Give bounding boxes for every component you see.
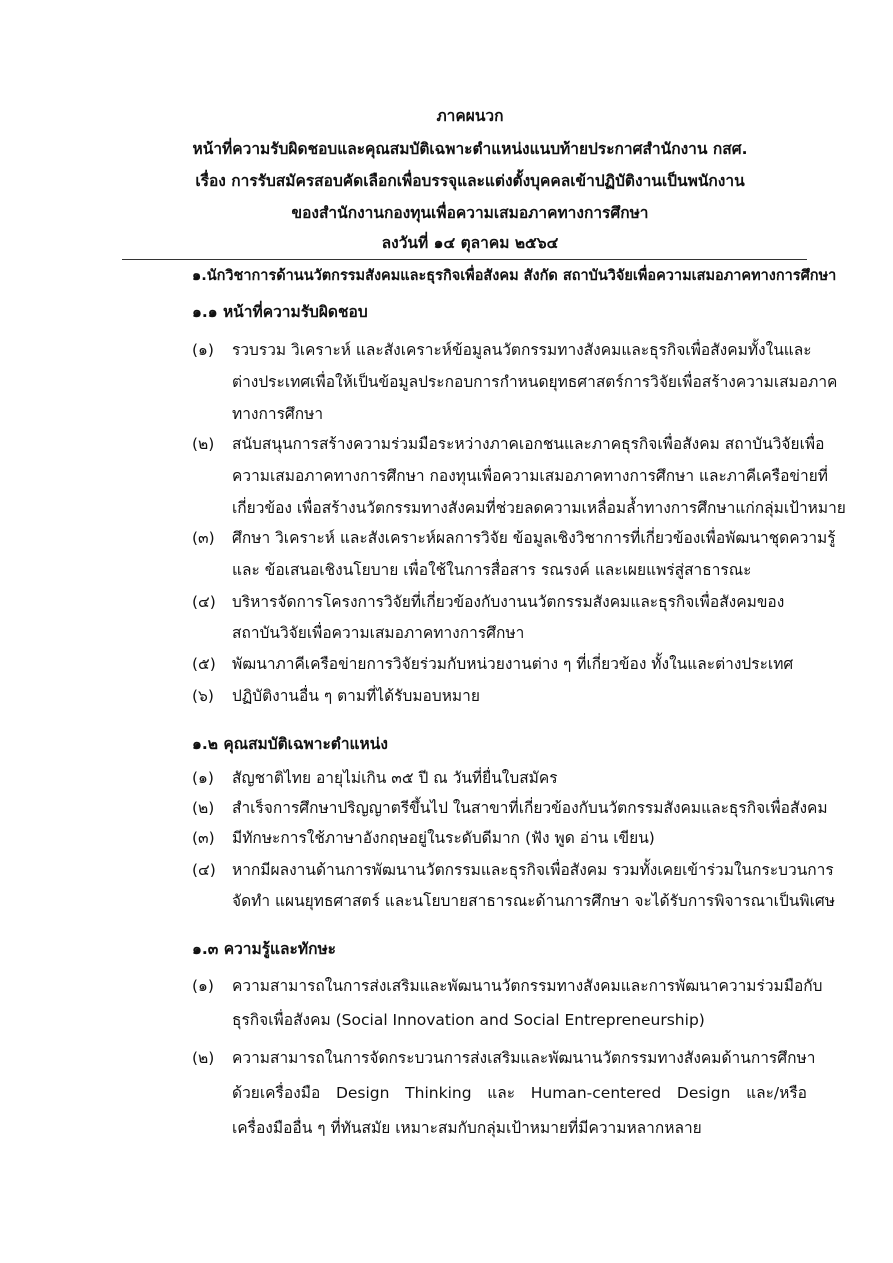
- item-text: สนับสนุนการสร้างความร่วมมือระหว่างภาคเอกชนและภาคธุรกิจเพื่อสังคม สถาบันวิจัยเพื่อ: [232, 435, 825, 453]
- section-heading-1-3: ๑.๓ ความรู้และทักษะ: [192, 940, 336, 958]
- item-text: สำเร็จการศึกษาปริญญาตรีขึ้นไป ในสาขาที่เกี่ยวข้องกับนวัตกรรมสังคมและธุรกิจเพื่อสังคม: [232, 799, 828, 817]
- item-text: ด้วยเครื่องมือ Design Thinking และ Human-centered Design และ/หรือ: [232, 1084, 807, 1102]
- header-line-2: เรื่อง การรับสมัครสอบคัดเลือกเพื่อบรรจุและแต่งตั้งบุคคลเข้าปฏิบัติงานเป็นพนักงาน: [195, 172, 745, 190]
- header-line-3: ของสำนักงานกองทุนเพื่อความเสมอภาคทางการศึกษา: [291, 204, 649, 222]
- item-number: (๑): [192, 341, 214, 359]
- header-line-1: หน้าที่ความรับผิดชอบและคุณสมบัติเฉพาะตำแหน่งแนบท้ายประกาศสำนักงาน กสศ.: [192, 140, 748, 158]
- item-number: (๕): [192, 655, 216, 673]
- section-heading-1-1: ๑.๑ หน้าที่ความรับผิดชอบ: [192, 303, 368, 321]
- item-text: บริหารจัดการโครงการวิจัยที่เกี่ยวข้องกับงานนวัตกรรมสังคมและธุรกิจเพื่อสังคมของ: [232, 593, 785, 611]
- item-text: ปฏิบัติงานอื่น ๆ ตามที่ได้รับมอบหมาย: [232, 687, 480, 705]
- item-text: เกี่ยวข้อง เพื่อสร้างนวัตกรรมทางสังคมที่ช่วยลดความเหลื่อมล้ำทางการศึกษาแก่กลุ่มเป้าหมาย: [232, 499, 846, 517]
- item-number: (๓): [192, 829, 215, 847]
- item-text: ธุรกิจเพื่อสังคม (Social Innovation and Social Entrepreneurship): [232, 1011, 705, 1029]
- item-number: (๖): [192, 687, 214, 705]
- item-number: (๑): [192, 977, 214, 995]
- item-text: สัญชาติไทย อายุไม่เกิน ๓๕ ปี ณ วันที่ยื่นใบสมัคร: [232, 769, 558, 787]
- item-text: ต่างประเทศเพื่อให้เป็นข้อมูลประกอบการกำหนดยุทธศาสตร์การวิจัยเพื่อสร้างความเสมอภาค: [232, 373, 838, 391]
- item-text: ทางการศึกษา: [232, 405, 324, 423]
- item-number: (๒): [192, 799, 215, 817]
- item-text: และ ข้อเสนอเชิงนโยบาย เพื่อใช้ในการสื่อสาร รณรงค์ และเผยแพร่สู่สาธารณะ: [232, 561, 752, 579]
- item-text: สถาบันวิจัยเพื่อความเสมอภาคทางการศึกษา: [232, 624, 525, 642]
- item-text: หากมีผลงานด้านการพัฒนานวัตกรรมและธุรกิจเพื่อสังคม รวมทั้งเคยเข้าร่วมในกระบวนการ: [232, 861, 834, 879]
- section-heading-1-2: ๑.๒ คุณสมบัติเฉพาะตำแหน่ง: [192, 735, 388, 753]
- item-text: เครื่องมืออื่น ๆ ที่ทันสมัย เหมาะสมกับกลุ่มเป้าหมายที่มีความหลากหลาย: [232, 1119, 702, 1137]
- item-text: ศึกษา วิเคราะห์ และสังเคราะห์ผลการวิจัย ข้อมูลเชิงวิชาการที่เกี่ยวข้องเพื่อพัฒนาชุดความรู้: [232, 529, 836, 547]
- item-number: (๔): [192, 861, 216, 879]
- item-text: ความสามารถในการจัดกระบวนการส่งเสริมและพัฒนานวัตกรรมทางสังคมด้านการศึกษา: [232, 1049, 816, 1067]
- item-number: (๒): [192, 1049, 215, 1067]
- item-text: พัฒนาภาคีเครือข่ายการวิจัยร่วมกับหน่วยงานต่าง ๆ ที่เกี่ยวข้อง ทั้งในและต่างประเทศ: [232, 655, 794, 673]
- item-text: รวบรวม วิเคราะห์ และสังเคราะห์ข้อมูลนวัตกรรมทางสังคมและธุรกิจเพื่อสังคมทั้งในและ: [232, 341, 812, 359]
- header-divider: [122, 259, 807, 260]
- item-number: (๓): [192, 529, 215, 547]
- item-number: (๒): [192, 435, 215, 453]
- header-date: ลงวันที่ ๑๔ ตุลาคม ๒๕๖๔: [381, 234, 559, 252]
- item-number: (๔): [192, 593, 216, 611]
- item-text: จัดทำ แผนยุทธศาสตร์ และนโยบายสาธารณะด้านการศึกษา จะได้รับการพิจารณาเป็นพิเศษ: [232, 892, 835, 910]
- item-text: ความเสมอภาคทางการศึกษา กองทุนเพื่อความเสมอภาคทางการศึกษา และภาคีเครือข่ายที่: [232, 467, 828, 485]
- item-text: มีทักษะการใช้ภาษาอังกฤษอยู่ในระดับดีมาก (ฟัง พูด อ่าน เขียน): [232, 829, 655, 847]
- item-number: (๑): [192, 769, 214, 787]
- appendix-title: ภาคผนวก: [436, 107, 504, 125]
- position-title: ๑.นักวิชาการด้านนวัตกรรมสังคมและธุรกิจเพื่อสังคม สังกัด สถาบันวิจัยเพื่อความเสมอภาคทางการศึกษา: [192, 268, 837, 284]
- item-text: ความสามารถในการส่งเสริมและพัฒนานวัตกรรมทางสังคมและการพัฒนาความร่วมมือกับ: [232, 977, 823, 995]
